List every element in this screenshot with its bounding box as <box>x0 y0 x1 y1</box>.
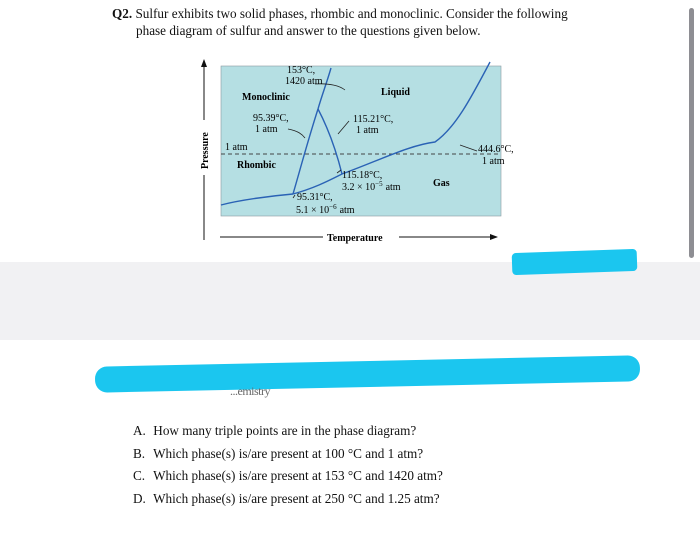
question-line2: phase diagram of sulfur and answer to the questions given below. <box>136 23 481 38</box>
label-11518-p: $3.2 \times 10^{-5}$ atm <box>342 180 401 193</box>
question-card <box>0 0 700 262</box>
label-9531-p: $5.1 \times 10^{-6}$ atm <box>296 203 355 216</box>
label-monoclinic: Monoclinic <box>242 92 290 103</box>
y-axis-label: Pressure <box>200 132 211 169</box>
label-11518-t: 115.18°C, <box>342 170 383 181</box>
label-gas: Gas <box>433 178 450 189</box>
label-liquid: Liquid <box>381 87 410 98</box>
phase-diagram <box>0 0 700 262</box>
label-11521-t: 115.21°C, <box>353 114 394 125</box>
label-9531-t: 95.31°C, <box>297 192 333 203</box>
label-4446-t: 444.6°C, <box>478 144 514 155</box>
label-rhombic: Rhombic <box>237 160 276 171</box>
question-number: Q2. <box>112 6 133 21</box>
question-item: B. Which phase(s) is/are present at 100 °C and 1 atm? <box>133 445 424 461</box>
label-11521-p: 1 atm <box>356 125 379 136</box>
label-153-t: 153°C, <box>287 65 316 76</box>
question-item: D. Which phase(s) is/are present at 250 °C and 1.25 atm? <box>133 490 440 506</box>
redaction-mark-right <box>512 249 638 275</box>
label-4446-p: 1 atm <box>482 156 505 167</box>
question-item: C. Which phase(s) is/are present at 153 °C and 1420 atm? <box>133 468 443 483</box>
label-9539-p: 1 atm <box>255 124 278 135</box>
question-item: A. How many triple points are in the phase diagram? <box>133 423 417 438</box>
label-9539-t: 95.39°C, <box>253 113 289 124</box>
question-line1: Sulfur exhibits two solid phases, rhombic and monoclinic. Consider the following <box>135 6 568 21</box>
label-153-p: 1420 atm <box>285 76 323 87</box>
diagram-fill <box>221 66 501 216</box>
scrollbar[interactable] <box>689 8 694 258</box>
partial-cut-text: ...emistry <box>230 384 270 398</box>
x-axis-label: Temperature <box>327 233 383 244</box>
label-left-1atm: 1 atm <box>225 142 248 153</box>
questions-list <box>133 420 673 510</box>
